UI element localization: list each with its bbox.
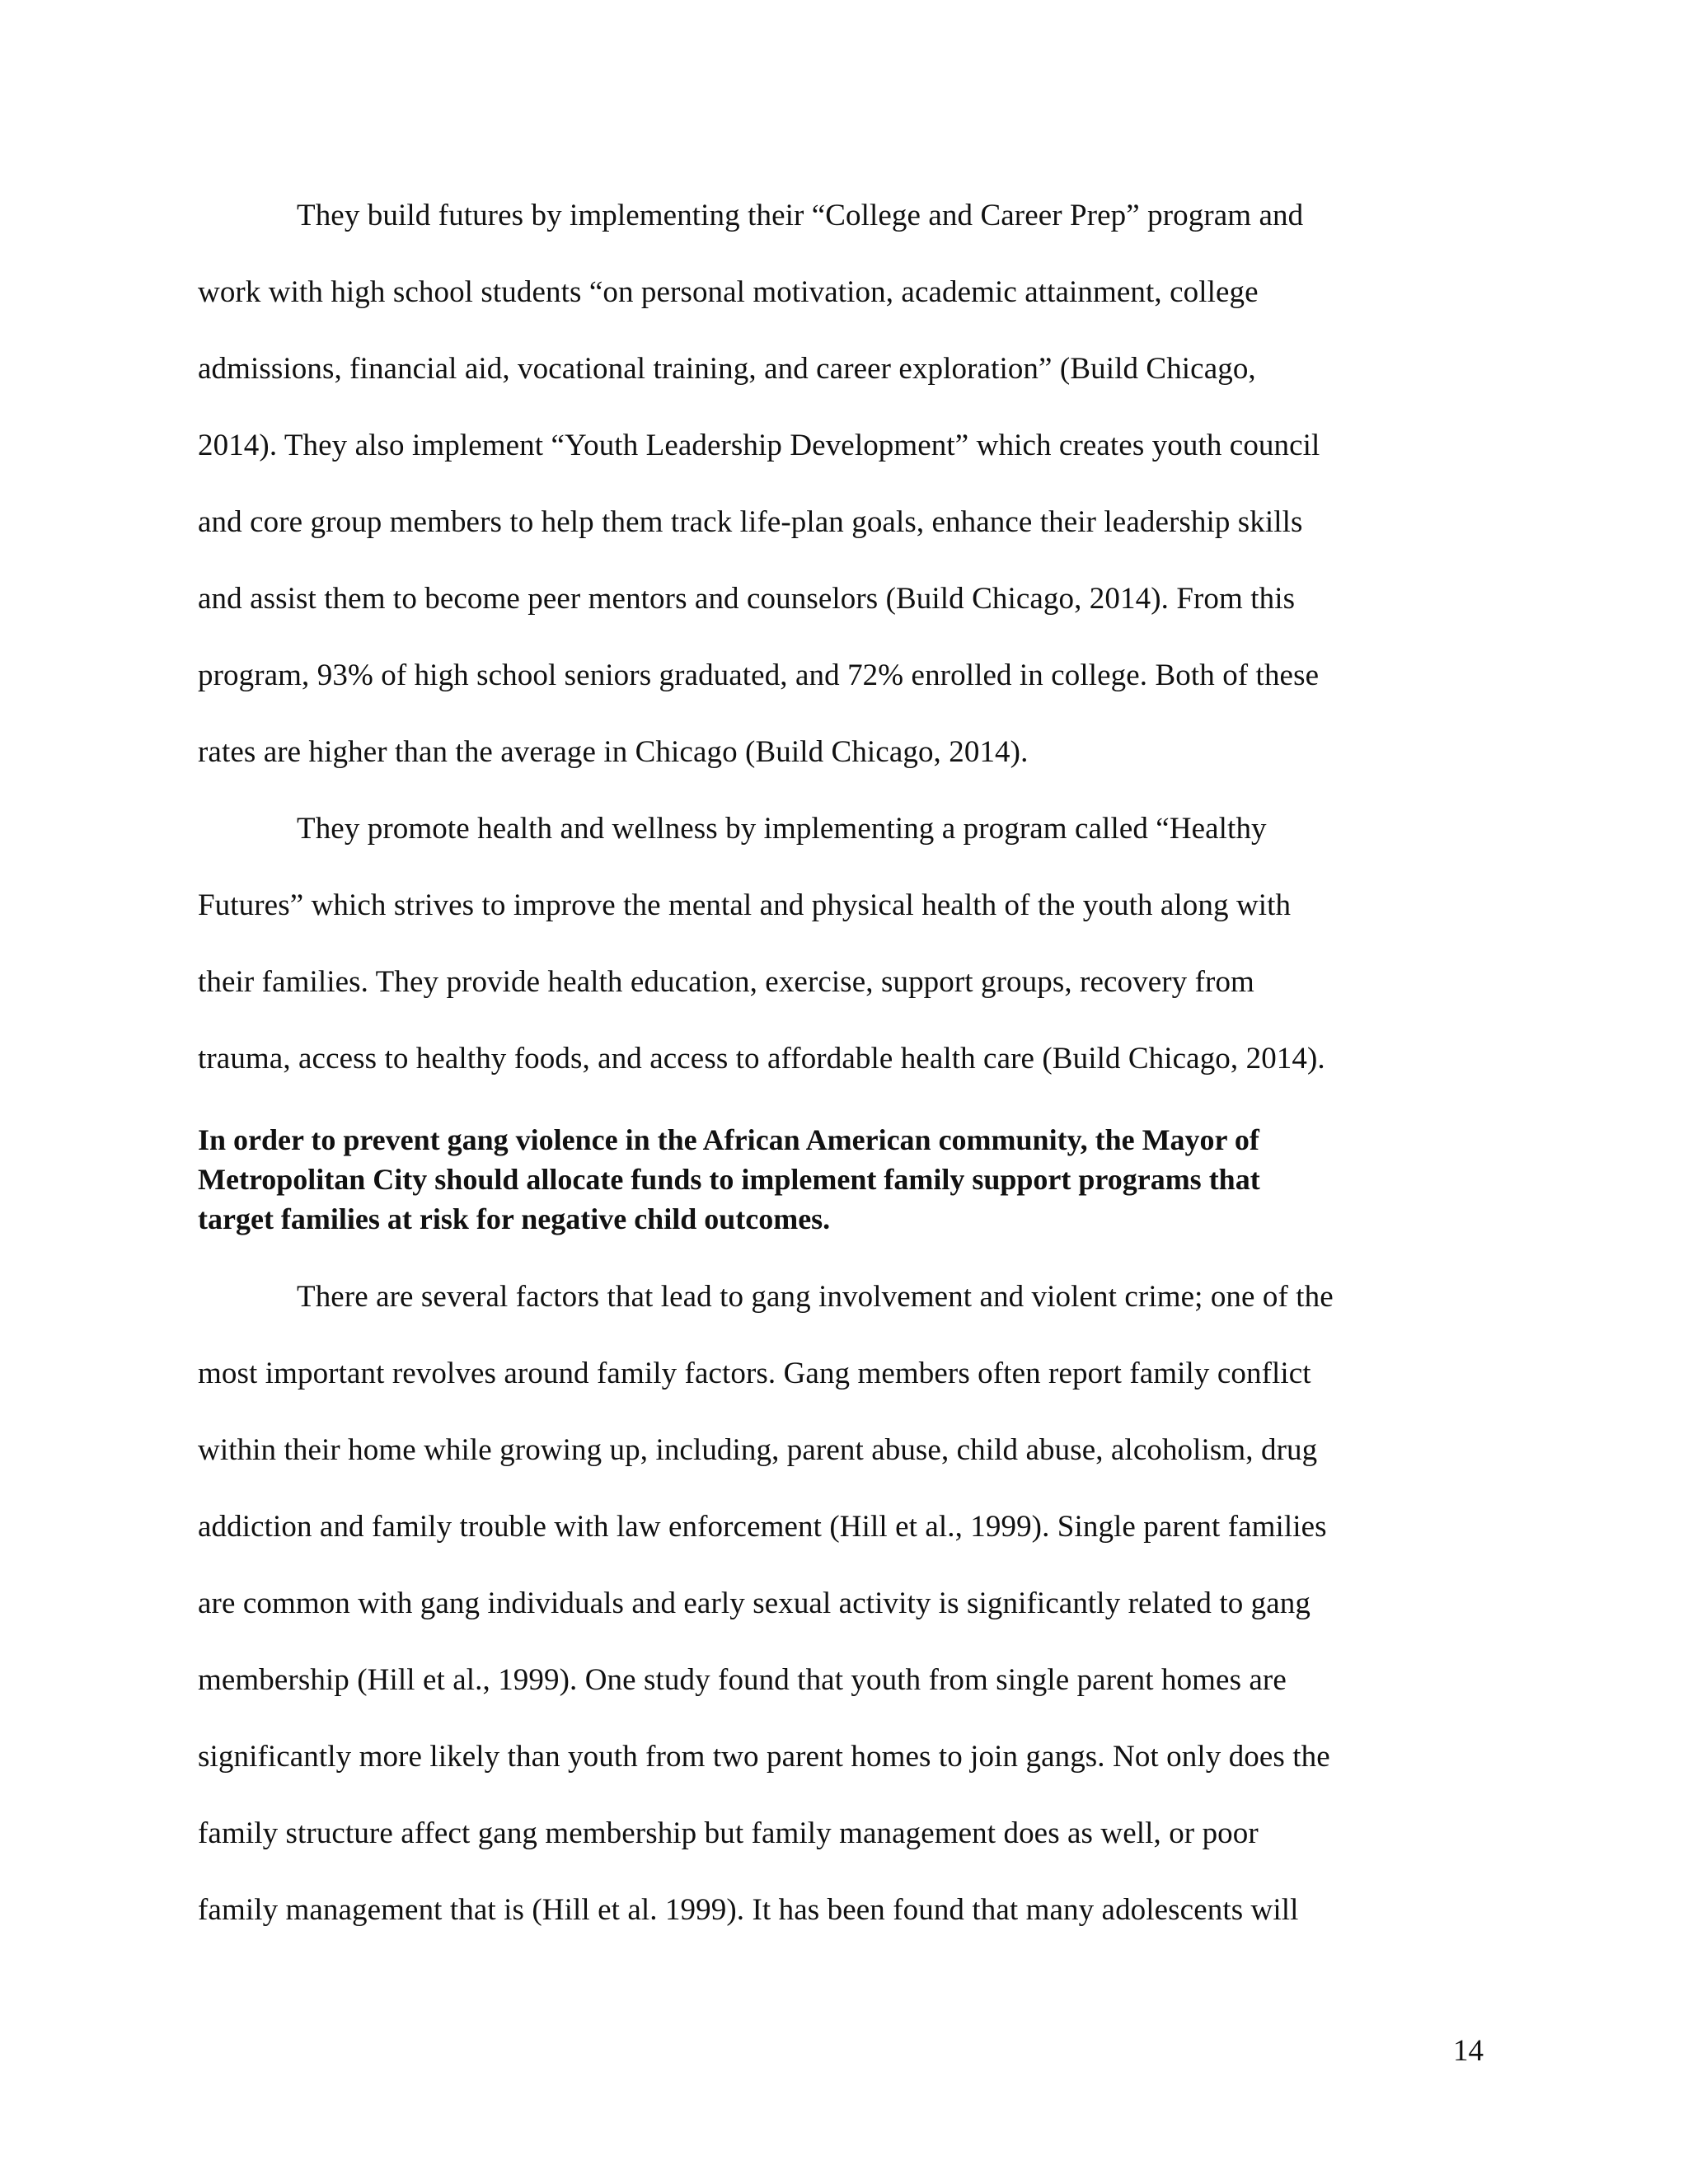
paragraph-2-line-4: trauma, access to healthy foods, and access to affordable health care (Build Chicago, 2014). [198,1042,1325,1076]
paragraph-1-line-1: They build futures by implementing their “College and Career Prep” program and [297,199,1304,232]
paragraph-3-line-5: are common with gang individuals and early sexual activity is significantly related to gang [198,1586,1311,1620]
page-number: 14 [1453,2034,1484,2068]
paragraph-2-line-1: They promote health and wellness by implementing a program called “Healthy [297,812,1267,846]
section-heading-line-3: target families at risk for negative child outcomes. [198,1202,831,1235]
paragraph-1-line-4: 2014). They also implement “Youth Leadership Development” which creates youth council [198,429,1320,462]
paragraph-1-line-2: work with high school students “on personal motivation, academic attainment, college [198,275,1259,309]
paragraph-2-line-2: Futures” which strives to improve the mental and physical health of the youth along with [198,888,1292,922]
paragraph-1-line-8: rates are higher than the average in Chicago (Build Chicago, 2014). [198,735,1029,769]
paragraph-1-line-3: admissions, financial aid, vocational training, and career exploration” (Build Chicago, [198,352,1256,386]
paragraph-3-line-9: family management that is (Hill et al. 1999). It has been found that many adolescents will [198,1893,1299,1927]
paragraph-3-line-7: significantly more likely than youth from two parent homes to join gangs. Not only does the [198,1740,1330,1774]
paragraph-3-line-2: most important revolves around family factors. Gang members often report family conflict [198,1357,1311,1390]
paragraph-3-line-6: membership (Hill et al., 1999). One study found that youth from single parent homes are [198,1663,1287,1697]
section-heading-line-1: In order to prevent gang violence in the African American community, the Mayor of [198,1123,1259,1156]
paragraph-3-line-1: There are several factors that lead to gang involvement and violent crime; one of the [297,1280,1334,1314]
paragraph-2-line-3: their families. They provide health education, exercise, support groups, recovery from [198,965,1254,999]
section-heading-line-2: Metropolitan City should allocate funds to implement family support programs that [198,1163,1260,1196]
paragraph-3-line-3: within their home while growing up, including, parent abuse, child abuse, alcoholism, drug [198,1433,1318,1467]
paragraph-1-line-6: and assist them to become peer mentors and counselors (Build Chicago, 2014). From this [198,582,1296,616]
paragraph-1-line-5: and core group members to help them track life-plan goals, enhance their leadership skills [198,505,1303,539]
paragraph-3-line-8: family structure affect gang membership but family management does as well, or poor [198,1816,1259,1850]
paragraph-3-line-4: addiction and family trouble with law enforcement (Hill et al., 1999). Single parent families [198,1510,1327,1544]
paragraph-1-line-7: program, 93% of high school seniors graduated, and 72% enrolled in college. Both of these [198,658,1320,692]
